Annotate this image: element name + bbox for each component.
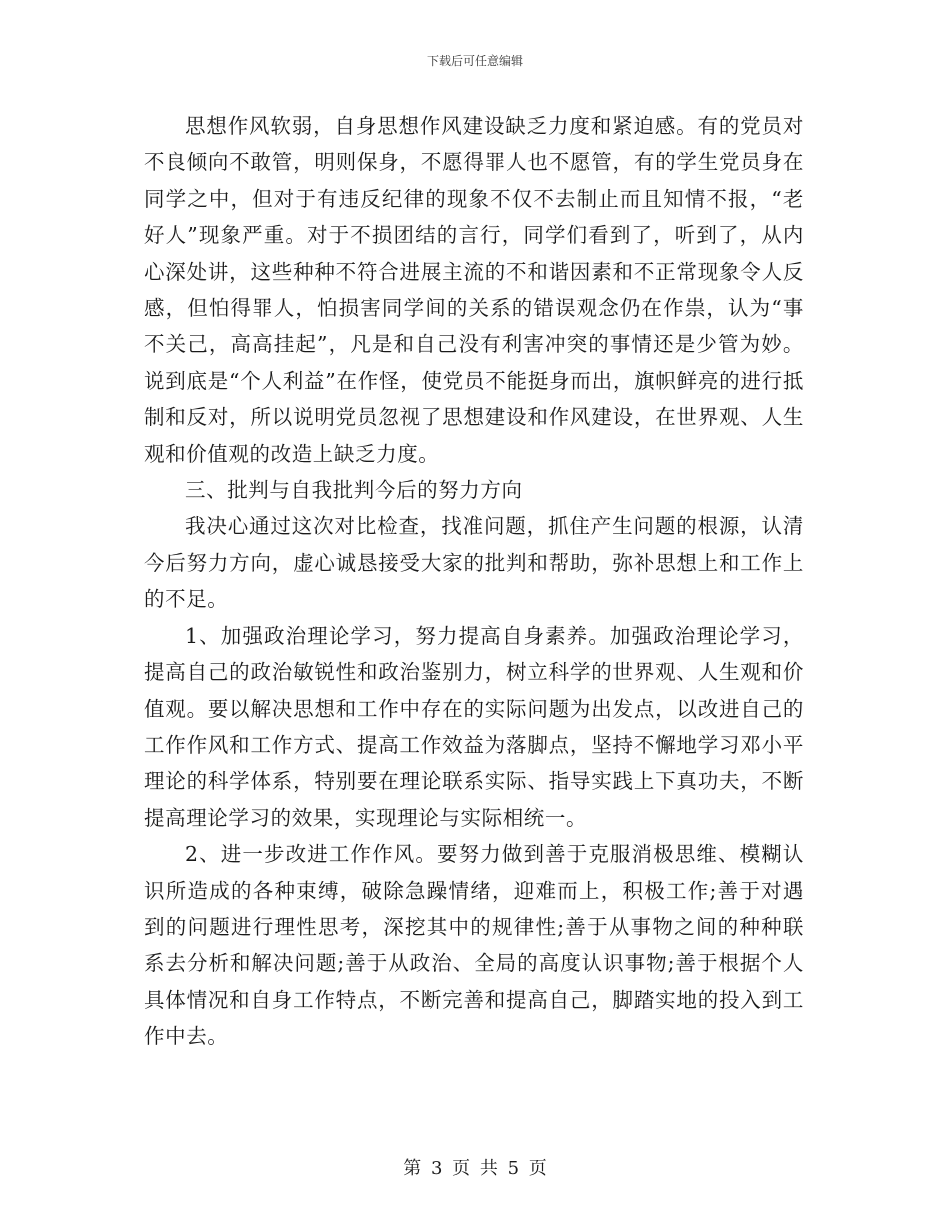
paragraph-resolution: 我决心通过这次对比检查，找准问题，抓住产生问题的根源，认清今后努力方向，虚心诚恳接受大家的批判和帮助，弥补思想上和工作上的不足。: [144, 514, 804, 612]
paragraph-thought-style: 思想作风软弱，自身思想作风建设缺乏力度和紧迫感。有的党员对不良倾向不敢管，明则保身，不愿得罪人也不愿管，有的学生党员身在同学之中，但对于有违反纪律的现象不仅不去制止而且知情不报，“老好人”现象严重。对于不损团结的言行，同学们看到了，听到了，从内心深处讲，这些种种不符合进展主流的不和谐因素和不正常现象令人反感，但怕得罪人，怕损害同学间的关系的错误观念仍在作祟，认为“事不关己，高高挂起”，凡是和自己没有利害冲突的事情还是少管为妙。说到底是“个人利益”在作怪，使党员不能挺身而出，旗帜鲜亮的进行抵制和反对，所以说明党员忽视了思想建设和作风建设，在世界观、人生观和价值观的改造上缺乏力度。: [144, 114, 804, 466]
paragraph-item-2: 2、进一步改进工作作风。要努力做到善于克服消极思维、模糊认识所造成的各种束缚，破除急躁情绪，迎难而上，积极工作;善于对遇到的问题进行理性思考，深挖其中的规律性;善于从事物之间的种种联系去分析和解决问题;善于从政治、全局的高度认识事物;善于根据个人具体情况和自身工作特点，不断完善和提高自己，脚踏实地的投入到工作中去。: [144, 842, 804, 1049]
page-header: 下载后可任意编辑: [426, 54, 523, 68]
document-body: [144, 108, 804, 1055]
paragraph-item-1: 1、加强政治理论学习，努力提高自身素养。加强政治理论学习，提高自己的政治敏锐性和政治鉴别力，树立科学的世界观、人生观和价值观。要以解决思想和工作中存在的实际问题为出发点，以改进自己的工作作风和工作方式、提高工作效益为落脚点，坚持不懈地学习邓小平理论的科学体系，特别要在理论联系实际、指导实践上下真功夫，不断提高理论学习的效果，实现理论与实际相统一。: [144, 623, 804, 830]
page-number-footer: 第 3 页 共 5 页: [403, 1158, 547, 1179]
section-heading-three: 三、批判与自我批判今后的努力方向: [185, 478, 523, 503]
